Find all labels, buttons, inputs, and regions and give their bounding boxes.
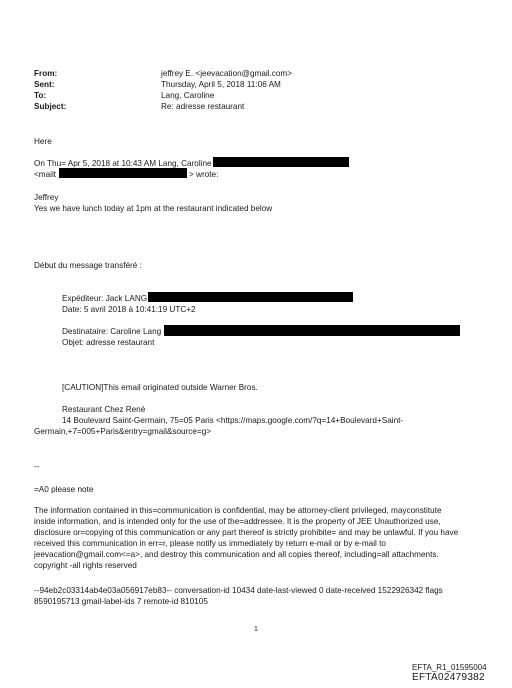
bates-number-1: EFTA_R1_01595004: [412, 663, 487, 672]
disclaimer-line: jeevacation@gmail.com<=a>, and destroy this communication and all copies thereof, including=all attachments.: [34, 550, 439, 559]
to-label: To:: [34, 91, 47, 100]
on-wrote-line2a: <mailt: [34, 170, 57, 179]
disclaimer-line: inside information, and is intended only for the use of the=addressee. It is the property of JEE Unauthorized use,: [34, 517, 441, 526]
fwd-from: Expéditeur: Jack LANG: [62, 294, 148, 303]
sent-value: Thursday, April 5, 2018 11:06 AM: [161, 80, 281, 89]
to-value: Lang, Caroline: [161, 91, 215, 100]
fwd-to: Destinataire: Caroline Lang: [62, 327, 162, 336]
reply-text: Yes we have lunch today at 1pm at the restaurant indicated below: [34, 204, 273, 213]
from-value: jeffrey E. <jeevacation@gmail.com>: [161, 69, 293, 78]
caution-text: [CAUTION]This email originated outside Warner Bros.: [62, 383, 258, 392]
restaurant-address-line2: Germain,+7=005+Paris&entry=gmail&source=g>: [34, 427, 212, 436]
disclaimer-line: copyright -all rights reserved: [34, 561, 137, 570]
disclaimer-line: The information contained in this=communication is confidential, may be attorney-client privileged, mayconstitute: [34, 506, 442, 515]
redaction-box: [148, 292, 353, 302]
on-wrote-line2b: > wrote:: [189, 170, 219, 179]
fwd-subject: Objet: adresse restaurant: [62, 338, 155, 347]
disclaimer-line: received this communication in err=r, please notify us immediately by return e-mail or by e-mail to: [34, 539, 386, 548]
here-text: Here: [34, 137, 52, 146]
from-label: From:: [34, 69, 58, 78]
on-wrote-line1: On Thu= Apr 5, 2018 at 10:43 AM Lang, Caroline: [34, 159, 212, 168]
bates-number-2: EFTA02479382: [412, 672, 485, 683]
sent-label: Sent:: [34, 80, 55, 89]
please-note: =A0 please note: [34, 485, 94, 494]
subject-label: Subject:: [34, 102, 67, 111]
metadata-line: 8590195713 gmail-label-ids 7 remote-id 810105: [34, 597, 208, 606]
page-number: 1: [254, 626, 258, 633]
disclaimer-line: disclosure or=copying of this communication or any part thereof is strictly prohibite= and may be unlawful. If you have: [34, 528, 459, 537]
redaction-box: [59, 168, 187, 178]
restaurant-name: Restaurant Chez René: [62, 405, 146, 414]
signoff-name: Jeffrey: [34, 193, 59, 202]
redaction-box: [164, 325, 460, 336]
redaction-box: [213, 157, 349, 167]
restaurant-address-line1: 14 Boulevard Saint-Germain, 75=05 Paris <https://maps.google.com/?q=14+Boulevard+Saint-: [62, 416, 404, 425]
signature-dashes: --: [34, 462, 40, 471]
subject-value: Re: adresse restaurant: [161, 102, 245, 111]
forwarded-heading: Début du message transféré :: [34, 261, 142, 270]
fwd-date: Date: 5 avril 2018 à 10:41:19 UTC+2: [62, 305, 196, 314]
metadata-line: --94eb2c03314ab4e03a056917eb83-- conversation-id 10434 date-last-viewed 0 date-received 1522926342 flags: [34, 586, 443, 595]
